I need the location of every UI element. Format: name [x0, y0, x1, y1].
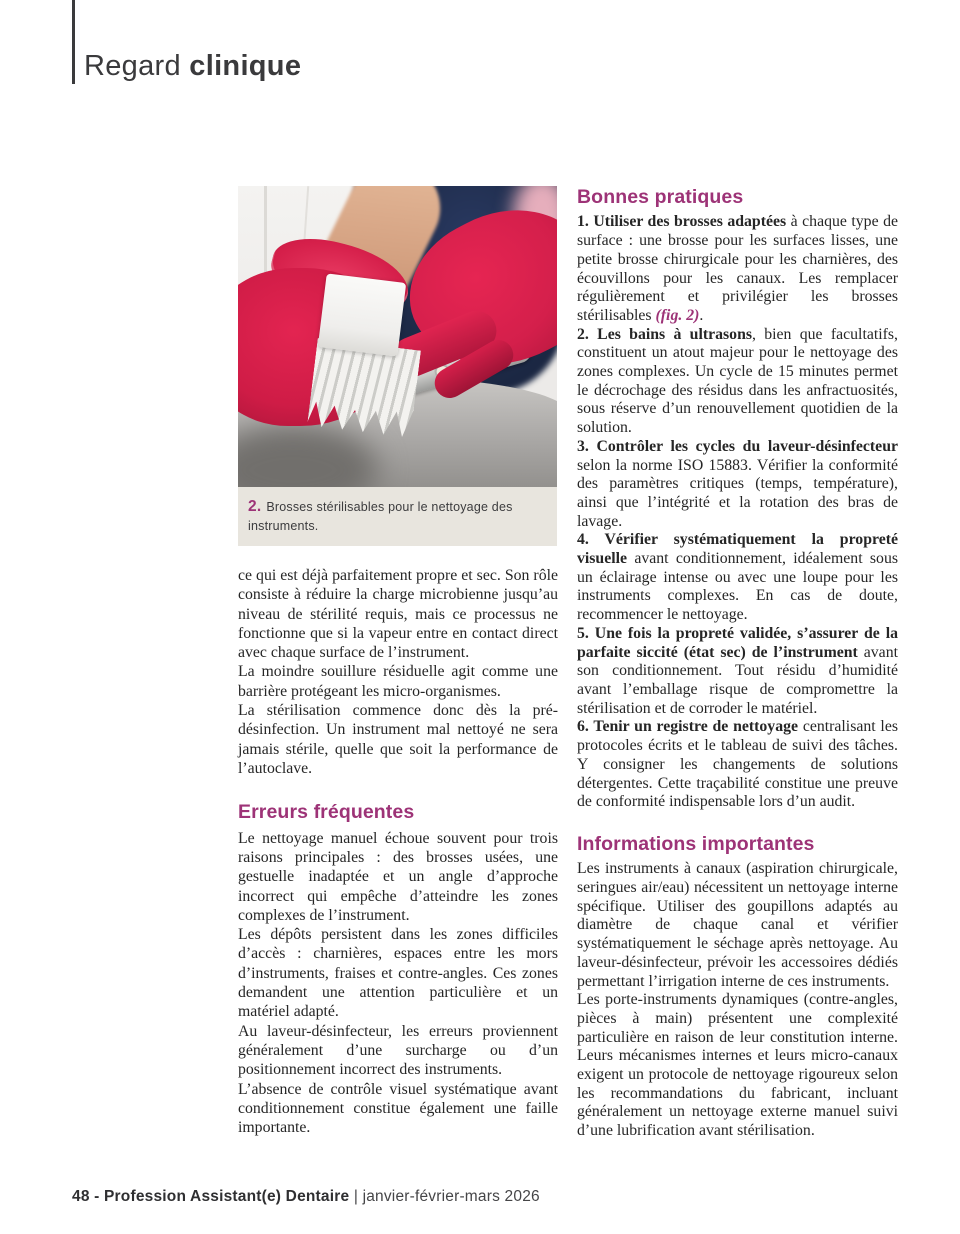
text-segment: L’absence de contrôle visuel systématique avant conditionnement constitue également une faille importante. — [238, 1080, 558, 1137]
text-segment: , bien que facultatifs, constituent un atout majeur pour le nettoyage des zones complexes. Un cycle de 15 minutes permet le décrochage des résidus dans les anfractuosités, sous réserve d’un renouvellement quotidien de la solution. — [577, 325, 898, 437]
page-footer — [72, 1188, 540, 1206]
section-heading: Erreurs fréquentes — [238, 801, 415, 824]
text-segment: . — [699, 306, 704, 324]
text-segment: avant conditionnement, idéalement sous un éclairage intense ou avec une loupe pour les instruments complexes. En cas de doute, recommencer le nettoyage. — [577, 550, 898, 624]
body-paragraph — [238, 566, 558, 662]
body-paragraph — [238, 925, 558, 1021]
text-segment: centralisant les protocoles écrits et le tableau de suivi des tâches. Y consigner les changements de solutions détergentes. Cette traçabilité constitue une preuve de conformité indispensable lors d’un audit. — [577, 718, 898, 811]
text-section — [577, 833, 898, 1141]
text-segment: Les instruments à canaux (aspiration chirurgicale, seringues air/eau) nécessitent un nettoyage interne spécifique. Utiliser des goupillons adaptés au diamètre de chaque canal et vérifier systématiquement le séchage après nettoyage. Au laveur-désinfecteur, prévoir les accessoires dédiés permettant l’irrigation interne de ces instruments. — [577, 860, 898, 990]
body-paragraph — [577, 213, 898, 325]
figure-2 — [238, 186, 557, 546]
text-segment: ce qui est déjà parfaitement propre et sec. Son rôle consiste à réduire la charge microbienne jusqu’au niveau de stérilité requis, mais ce processus ne fonctionne que si la vapeur entre en contact direct avec chaque surface de l’instrument. — [238, 567, 558, 662]
left-column — [238, 566, 558, 1137]
text-segment: La stérilisation commence donc dès la pré-désinfection. Un instrument mal nettoyé ne sera jamais stérile, quelle que soit la performance de l’autoclave. — [238, 702, 558, 777]
figure-caption-number: 2. — [248, 498, 262, 515]
body-paragraph — [238, 1022, 558, 1080]
section-heading: Informations importantes — [577, 832, 815, 855]
body-paragraph — [577, 625, 898, 719]
text-segment: Le nettoyage manuel échoue souvent pour trois raisons principales : des brosses usées, une gestuelle inadaptée et un angle d’approche incorrect qui empêche d’atteindre les zones complexes de l’instrument. — [238, 829, 558, 924]
text-segment: 5. Une fois la propreté validée, s’assurer de la parfaite siccité (état sec) de l’instrument — [577, 624, 898, 661]
text-segment: 4. Vérifier systématiquement la propreté visuelle — [577, 531, 898, 568]
body-paragraph — [577, 326, 898, 438]
text-segment: Les porte-instruments dynamiques (contre-angles, pièces à main) présentent une complexité particulière en raison de leur constitution interne. Leurs mécanismes internes et leurs micro-canaux exigent un protocole de nettoyage rigoureux selon les recommandations du fabricant, incluant généralement un nettoyage externe manuel suivi d’une lubrification avant stérilisation. — [577, 991, 898, 1140]
text-section — [238, 801, 558, 1137]
right-column — [577, 186, 898, 1141]
text-segment: 6. Tenir un registre de nettoyage — [577, 718, 799, 736]
text-segment: avant son conditionnement. Tout résidu d’humidité avant l’emballage risque de compromettre la stérilisation et de corroder le matériel. — [577, 643, 898, 717]
page-title-regular: Regard — [84, 50, 181, 82]
text-segment: 1. Utiliser des brosses adaptées — [577, 213, 787, 231]
body-paragraph — [238, 829, 558, 925]
body-paragraph — [577, 860, 898, 991]
text-segment: Les dépôts persistent dans les zones difficiles d’accès : charnières, espaces entre les mors d’instruments, fraises et contre-angles. Ces zones demandent une attention particulière et un matériel adapté. — [238, 926, 558, 1021]
body-paragraph — [577, 438, 898, 532]
body-paragraph — [238, 1080, 558, 1138]
photo-gloves-brushing-instrument — [238, 186, 557, 487]
text-section — [238, 566, 558, 778]
section-rule — [72, 0, 75, 84]
photo-brush-handle — [318, 273, 406, 356]
page-title — [84, 50, 301, 83]
body-paragraph — [238, 662, 558, 701]
text-segment: La moindre souillure résiduelle agit comme une barrière protégeant les micro-organismes. — [238, 663, 558, 700]
body-paragraph — [238, 701, 558, 778]
text-segment: 2. Les bains à ultrasons — [577, 325, 752, 343]
text-section — [577, 186, 898, 812]
section-heading: Bonnes pratiques — [577, 186, 744, 208]
text-segment: 3. Contrôler les cycles du laveur-désinfecteur — [577, 437, 898, 455]
text-segment: Au laveur-désinfecteur, les erreurs proviennent généralement d’une surcharge ou d’un positionnement incorrect des instruments. — [238, 1022, 558, 1079]
footer-publication: 48 - Profession Assistant(e) Dentaire — [72, 1188, 350, 1205]
text-segment: (fig. 2) — [655, 306, 700, 324]
body-paragraph — [577, 531, 898, 625]
text-segment: selon la norme ISO 15883. Vérifier la conformité des paramètres critiques (temps, température), ainsi que l’intégrité et la rotation des bras de lavage. — [577, 456, 898, 530]
body-paragraph — [577, 718, 898, 812]
figure-caption-text: Brosses stérilisables pour le nettoyage des instruments. — [248, 500, 513, 533]
text-segment: à chaque type de surface : une brosse pour les surfaces lisses, une petite brosse chirurgicale pour les charnières, des écouvillons pour les canaux. Les remplacer régulièrement et privilégier les brosses stérilisables — [577, 213, 898, 324]
footer-issue-date: janvier-février-mars 2026 — [362, 1188, 540, 1205]
figure-caption — [238, 487, 557, 546]
body-paragraph — [577, 991, 898, 1141]
page-title-bold: clinique — [189, 50, 302, 82]
footer-separator: | — [353, 1188, 359, 1205]
